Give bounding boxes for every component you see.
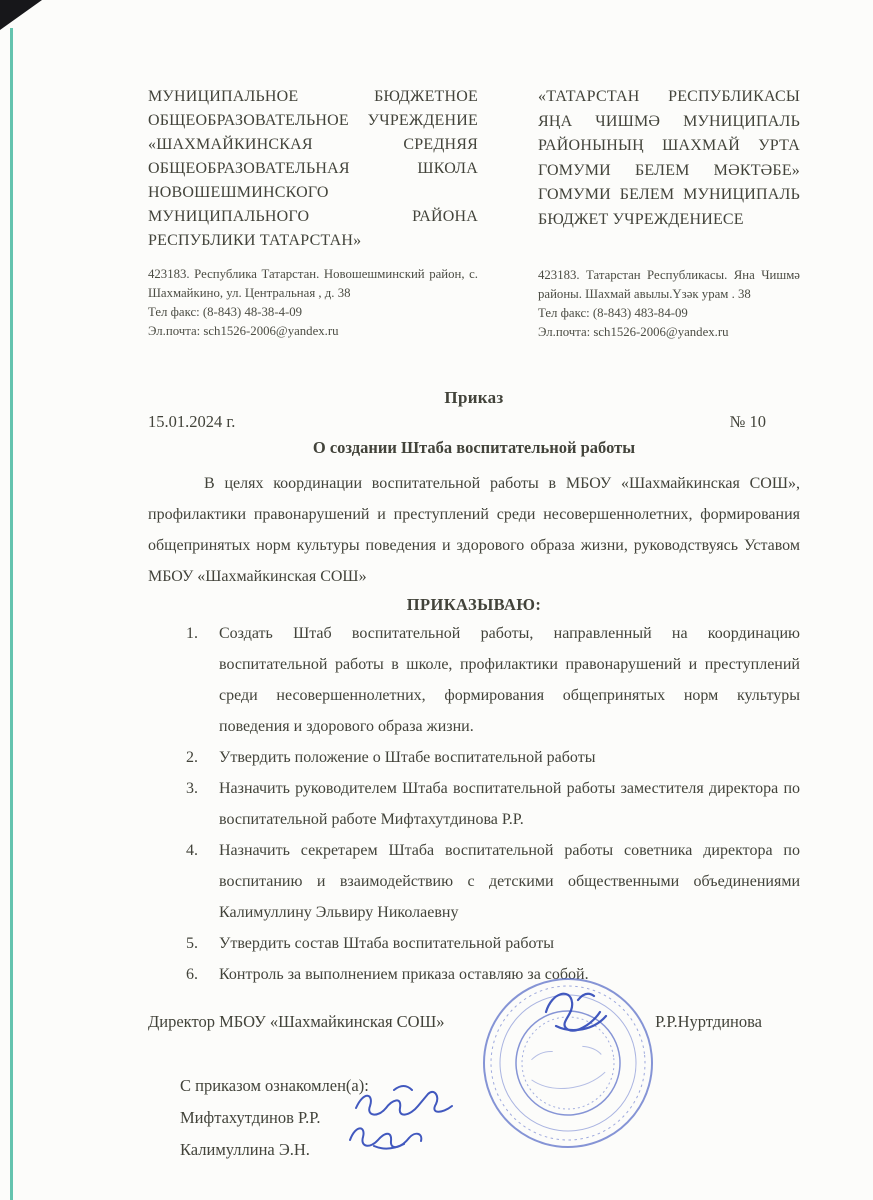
document-type-heading: Приказ bbox=[444, 388, 504, 407]
item-text: Утвердить положение о Штабе воспитательной работы bbox=[219, 749, 596, 766]
item-text: Создать Штаб воспитательной работы, направленный на координацию воспитательной работы в школе, профилактики правонарушений и преступлений среди несовершеннолетних, формирования общепринятых норм культуры поведения и здорового образа жизни. bbox=[219, 625, 800, 735]
item-number: 5. bbox=[186, 935, 198, 952]
item-number: 2. bbox=[186, 749, 198, 766]
email-line: Эл.почта: sch1526-2006@yandex.ru bbox=[538, 325, 729, 339]
order-item bbox=[186, 928, 800, 959]
order-number: № 10 bbox=[729, 412, 766, 431]
order-preamble: В целях координации воспитательной работы в МБОУ «Шахмайкинская СОШ», профилактики правонарушений и преступлений среди несовершеннолетних, формирования общепринятых норм культуры поведения и здорового образа жизни, руководствуясь Уставом МБОУ «Шахмайкинская СОШ» bbox=[148, 475, 800, 585]
item-text: Назначить секретарем Штаба воспитательной работы советника директора по воспитанию и взаимодействию с детскими общественными объединениями Калимуллину Эльвиру Николаевну bbox=[219, 842, 800, 921]
director-name: Р.Р.Нуртдинова bbox=[655, 1012, 762, 1031]
order-item bbox=[186, 835, 800, 928]
order-date: 15.01.2024 г. bbox=[148, 412, 236, 431]
email-line: Эл.почта: sch1526-2006@yandex.ru bbox=[148, 324, 339, 338]
item-number: 1. bbox=[186, 625, 198, 642]
org-name-russian: МУНИЦИПАЛЬНОЕ БЮДЖЕТНОЕ ОБЩЕОБРАЗОВАТЕЛЬНОЕ УЧРЕЖДЕНИЕ «ШАХМАЙКИНСКАЯ СРЕДНЯЯ ОБЩЕОБРАЗОВАТЕЛЬНАЯ ШКОЛА НОВОШЕШМИНСКОГО МУНИЦИПАЛЬНОГО РАЙОНА РЕСПУБЛИКИ ТАТАРСТАН» bbox=[148, 88, 478, 249]
address-line: 423183. Республика Татарстан. Новошешминский район, с. Шахмайкино, ул. Центральная , д. 38 bbox=[148, 267, 478, 300]
letterhead-russian-column bbox=[148, 85, 478, 342]
org-name-tatar: «ТАТАРСТАН РЕСПУБЛИКАСЫ ЯҢА ЧИШМӘ МУНИЦИПАЛЬ РАЙОНЫНЫҢ ШАХМАЙ УРТА ГОМУМИ БЕЛЕМ МӘКТӘБЕ» ГОМУМИ БЕЛЕМ МУНИЦИПАЛЬ БЮДЖЕТ УЧРЕЖДЕНИЕСЕ bbox=[538, 88, 800, 228]
phone-line: Тел факс: (8-843) 48-38-4-09 bbox=[148, 305, 303, 319]
item-number: 6. bbox=[186, 966, 198, 983]
address-line: 423183. Татарстан Республикасы. Яна Чишмә районы. Шахмай авылы.Үзәк урам . 38 bbox=[538, 268, 800, 301]
item-text: Назначить руководителем Штаба воспитательной работы заместителя директора по воспитательной работе Мифтахутдинова Р.Р. bbox=[219, 780, 800, 828]
signature-row bbox=[148, 1012, 800, 1032]
item-text: Контроль за выполнением приказа оставляю за собой. bbox=[219, 966, 589, 983]
org-address-russian bbox=[148, 265, 478, 341]
order-item bbox=[186, 618, 800, 742]
order-item bbox=[186, 959, 800, 990]
item-number: 3. bbox=[186, 780, 198, 797]
ack-label: С приказом ознакомлен(а): bbox=[180, 1076, 369, 1095]
order-title: О создании Штаба воспитательной работы bbox=[312, 438, 636, 457]
order-item bbox=[186, 773, 800, 835]
decree-word: ПРИКАЗЫВАЮ: bbox=[406, 595, 542, 614]
order-items-list bbox=[186, 618, 800, 990]
ack-name: Калимуллина Э.Н. bbox=[180, 1140, 310, 1159]
ack-name: Мифтахутдинов Р.Р. bbox=[180, 1108, 321, 1127]
item-number: 4. bbox=[186, 842, 198, 859]
org-address-tatar bbox=[538, 266, 800, 342]
phone-line: Тел факс: (8-843) 483-84-09 bbox=[538, 306, 688, 320]
letterhead-tatar-column bbox=[538, 85, 800, 342]
order-item bbox=[186, 742, 800, 773]
item-text: Утвердить состав Штаба воспитательной работы bbox=[219, 935, 554, 952]
date-number-row bbox=[148, 412, 800, 432]
acknowledgement-block bbox=[180, 1070, 800, 1166]
director-label: Директор МБОУ «Шахмайкинская СОШ» bbox=[148, 1012, 445, 1031]
letterhead bbox=[148, 85, 800, 342]
